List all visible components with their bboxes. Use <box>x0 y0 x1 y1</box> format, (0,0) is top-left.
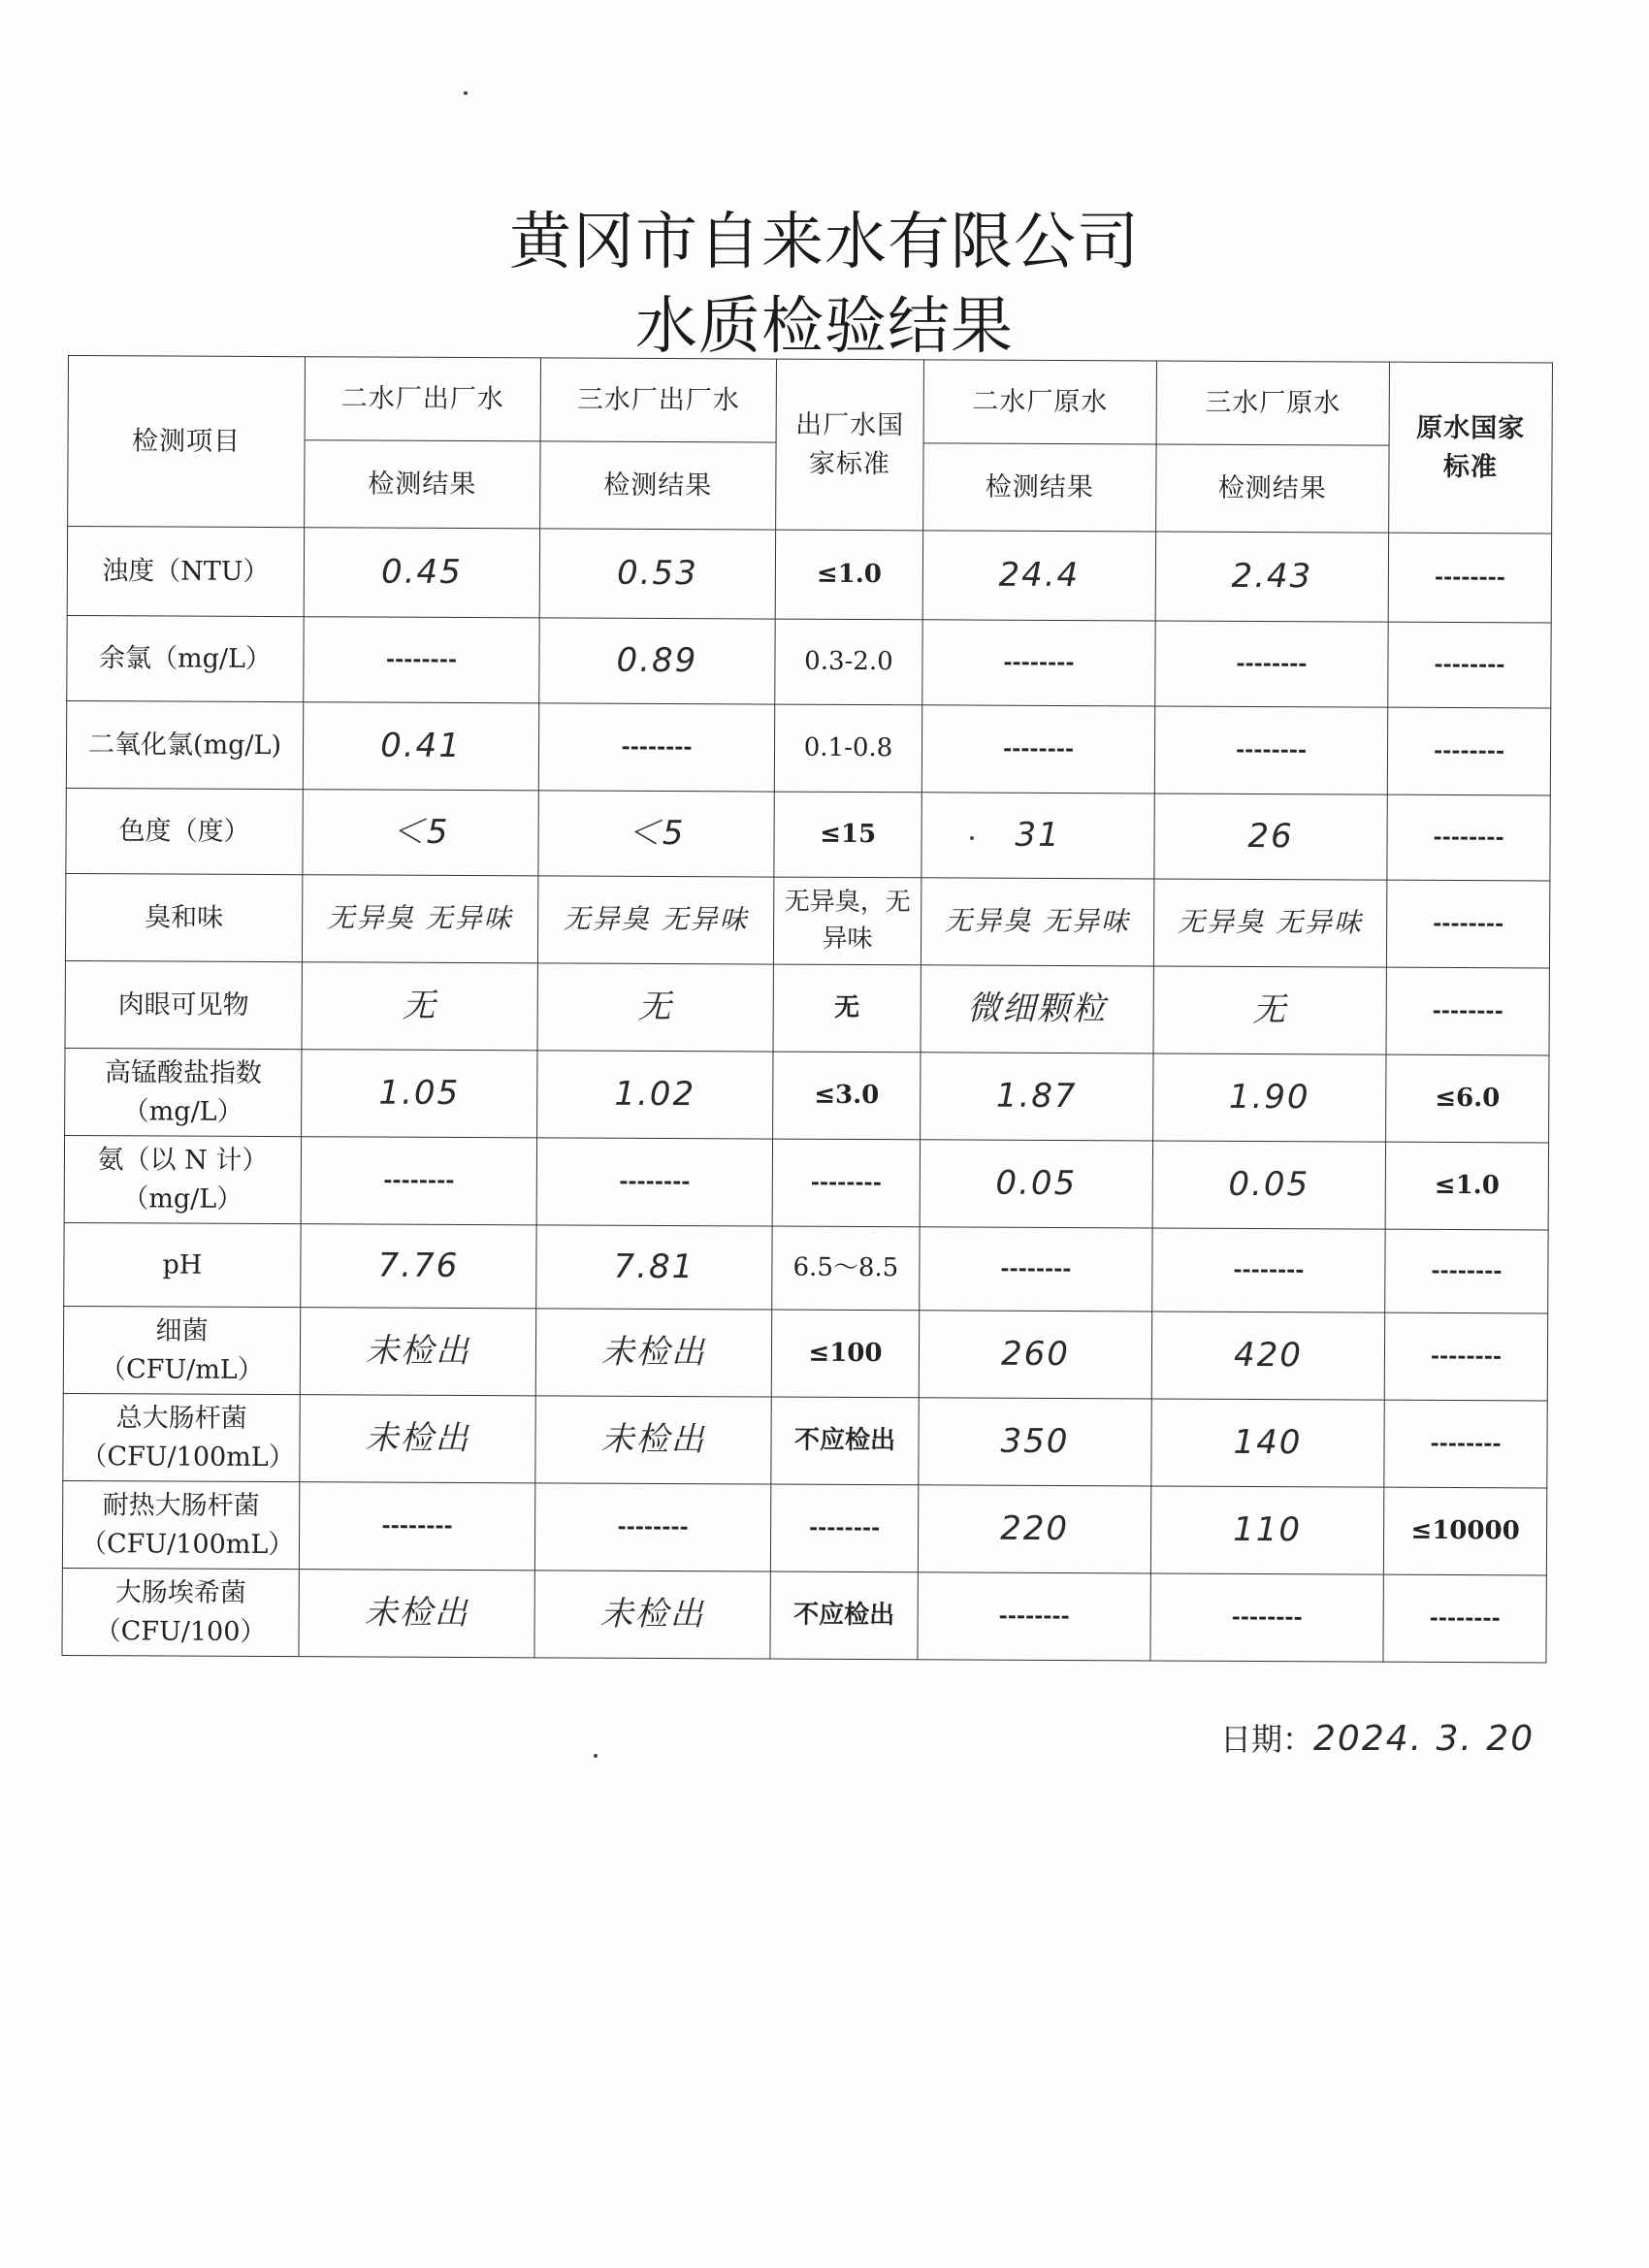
report-title: 水质检验结果 <box>635 291 1014 363</box>
cell-item: 色度（度） <box>66 788 303 874</box>
scan-speck <box>970 836 974 840</box>
cell-plant2-raw: 350 <box>919 1398 1151 1486</box>
cell-plant2-out: 未检出 <box>300 1308 535 1396</box>
cell-plant2-out: 无 <box>302 962 537 1051</box>
cell-plant3-out: 无异臭 无异味 <box>537 876 773 964</box>
cell-out-std: -------- <box>772 1139 920 1227</box>
cell-plant2-out: ＜5 <box>303 790 538 876</box>
header-result-2: 检测结果 <box>540 441 776 530</box>
cell-plant2-out: -------- <box>301 1137 536 1225</box>
cell-plant2-raw: 260 <box>919 1311 1151 1399</box>
header-plant2-raw: 二水厂原水 <box>923 360 1156 444</box>
cell-plant2-raw: 24.4 <box>922 531 1155 621</box>
cell-plant3-out: 1.02 <box>537 1051 773 1139</box>
company-title: 黄冈市自来水有限公司 <box>509 207 1140 278</box>
cell-plant2-raw: -------- <box>922 705 1154 794</box>
cell-plant3-out: 未检出 <box>534 1571 770 1659</box>
header-plant3-raw: 三水厂原水 <box>1156 361 1389 445</box>
header-result-3: 检测结果 <box>923 443 1156 532</box>
header-result-4: 检测结果 <box>1156 444 1389 533</box>
cell-plant2-out: -------- <box>304 617 539 703</box>
cell-raw-std: -------- <box>1383 1574 1546 1663</box>
cell-plant3-raw: -------- <box>1155 621 1388 707</box>
cell-item: 大肠埃希菌（CFU/100） <box>62 1568 299 1656</box>
report-date <box>1220 1715 1535 1760</box>
cell-plant3-out: 0.53 <box>539 529 775 619</box>
water-quality-table <box>61 355 1553 1663</box>
cell-plant3-out: -------- <box>538 703 774 792</box>
table-row <box>67 615 1551 707</box>
cell-plant2-raw: 31 <box>922 793 1154 879</box>
header-result-1: 检测结果 <box>305 440 540 529</box>
cell-item: 细菌（CFU/mL） <box>63 1306 300 1394</box>
cell-plant2-raw: -------- <box>918 1572 1150 1661</box>
cell-plant2-out: -------- <box>299 1482 534 1571</box>
cell-out-std: ≤1.0 <box>775 530 922 620</box>
cell-plant2-raw: 微细颗粒 <box>921 965 1153 1053</box>
scan-speck <box>464 91 468 95</box>
cell-raw-std: -------- <box>1386 880 1549 968</box>
cell-plant2-out: 0.41 <box>303 702 538 791</box>
table-row <box>65 1048 1549 1142</box>
cell-out-std: 0.1-0.8 <box>774 704 922 793</box>
cell-plant3-out: 未检出 <box>535 1309 771 1397</box>
cell-plant3-raw: 26 <box>1154 794 1387 880</box>
cell-out-std: 不应检出 <box>770 1571 918 1660</box>
table-row <box>64 1135 1548 1229</box>
cell-out-std: ≤3.0 <box>773 1052 921 1140</box>
cell-plant2-raw: 1.87 <box>921 1053 1153 1141</box>
cell-out-std: 不应检出 <box>771 1397 919 1485</box>
cell-plant3-raw: 110 <box>1150 1486 1383 1574</box>
table-row <box>65 960 1549 1054</box>
cell-item: 总大肠杆菌（CFU/100mL） <box>63 1393 300 1481</box>
cell-plant3-raw: 140 <box>1151 1399 1384 1487</box>
cell-raw-std: -------- <box>1384 1312 1547 1401</box>
table-row <box>63 1306 1547 1400</box>
cell-plant3-raw: -------- <box>1154 706 1387 794</box>
cell-raw-std: -------- <box>1387 794 1550 881</box>
cell-raw-std: -------- <box>1385 1229 1548 1313</box>
cell-plant2-raw: 0.05 <box>920 1140 1152 1228</box>
cell-plant3-raw: 1.90 <box>1153 1053 1386 1142</box>
table-row <box>65 873 1549 967</box>
cell-item: 高锰酸盐指数（mg/L） <box>65 1048 302 1136</box>
header-raw-std: 原水国家标准 <box>1389 362 1553 534</box>
cell-out-std: 无异臭，无异味 <box>773 877 921 965</box>
cell-out-std: -------- <box>770 1484 918 1572</box>
cell-plant2-out: 7.76 <box>301 1224 536 1309</box>
cell-item: 臭和味 <box>65 873 302 961</box>
cell-plant3-raw: 2.43 <box>1155 532 1388 622</box>
cell-plant2-raw: -------- <box>922 620 1155 706</box>
cell-item: 氨（以 N 计）（mg/L） <box>64 1135 301 1223</box>
cell-raw-std: -------- <box>1388 533 1551 623</box>
cell-plant2-out: 未检出 <box>300 1395 535 1483</box>
cell-plant3-raw: -------- <box>1152 1228 1385 1312</box>
cell-plant3-out: 0.89 <box>539 618 775 704</box>
cell-plant3-out: -------- <box>536 1138 772 1226</box>
cell-plant2-out: 1.05 <box>302 1050 537 1138</box>
table-row <box>63 1393 1547 1487</box>
cell-plant3-raw: 0.05 <box>1152 1141 1385 1229</box>
cell-plant3-raw: 无异臭 无异味 <box>1153 879 1386 967</box>
cell-raw-std: ≤1.0 <box>1385 1142 1548 1230</box>
cell-raw-std: -------- <box>1384 1400 1547 1488</box>
cell-item: 二氧化氯(mg/L) <box>66 700 303 789</box>
table-row <box>62 1480 1546 1574</box>
cell-out-std: 6.5～8.5 <box>772 1226 920 1311</box>
table-row <box>66 700 1550 794</box>
cell-plant3-out: ＜5 <box>538 791 774 877</box>
cell-item: pH <box>64 1222 301 1307</box>
cell-item: 肉眼可见物 <box>65 960 302 1049</box>
cell-plant3-raw: 420 <box>1151 1312 1384 1400</box>
cell-plant3-raw: 无 <box>1153 966 1386 1054</box>
cell-plant2-raw: -------- <box>920 1227 1152 1312</box>
cell-plant3-out: 无 <box>537 963 773 1052</box>
cell-plant2-out: 0.45 <box>304 528 539 618</box>
cell-plant2-out: 未检出 <box>299 1570 534 1658</box>
table-row <box>64 1222 1548 1312</box>
scan-speck <box>594 1754 598 1758</box>
cell-raw-std: ≤6.0 <box>1386 1054 1549 1143</box>
cell-out-std: 0.3-2.0 <box>775 619 922 705</box>
date-label: 日期： <box>1220 1721 1314 1758</box>
cell-raw-std: -------- <box>1388 622 1551 708</box>
cell-plant3-out: -------- <box>534 1483 770 1571</box>
date-value: 2024. 3. 20 <box>1313 1719 1536 1759</box>
header-out-std: 出厂水国家标准 <box>776 359 924 531</box>
header-plant3-out: 三水厂出厂水 <box>540 358 776 442</box>
table-row <box>67 527 1551 623</box>
cell-item: 耐热大肠杆菌（CFU/100mL） <box>62 1480 299 1569</box>
cell-out-std: ≤100 <box>771 1310 919 1398</box>
cell-out-std: ≤15 <box>774 792 922 878</box>
cell-plant2-raw: 220 <box>918 1485 1150 1573</box>
cell-raw-std: -------- <box>1387 707 1550 795</box>
header-item: 检测项目 <box>68 356 306 528</box>
cell-plant2-raw: 无异臭 无异味 <box>921 878 1153 966</box>
cell-raw-std: ≤10000 <box>1383 1487 1546 1575</box>
header-plant2-out: 二水厂出厂水 <box>305 357 540 441</box>
table-row <box>62 1568 1546 1662</box>
cell-plant3-out: 未检出 <box>535 1396 771 1484</box>
cell-plant2-out: 无异臭 无异味 <box>302 875 537 963</box>
table-row <box>66 788 1550 880</box>
cell-item: 余氯（mg/L） <box>67 615 304 701</box>
cell-plant3-out: 7.81 <box>536 1225 772 1310</box>
cell-item: 浊度（NTU） <box>67 527 304 617</box>
cell-plant3-raw: -------- <box>1150 1573 1383 1662</box>
cell-raw-std: -------- <box>1386 967 1549 1055</box>
cell-out-std: 无 <box>773 964 921 1053</box>
